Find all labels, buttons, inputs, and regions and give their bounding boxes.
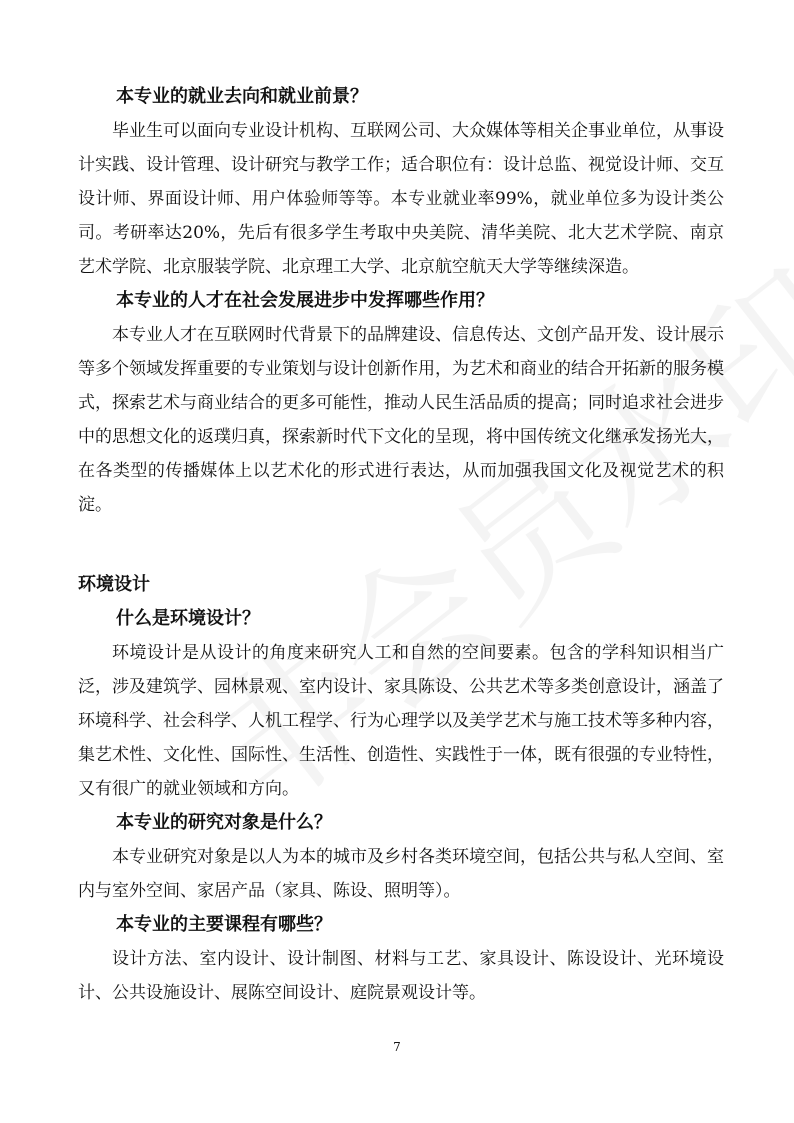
paragraph-what-is: 环境设计是从设计的角度来研究人工和自然的空间要素。包含的学科知识相当广泛，涉及建筑学、园林景观、室内设计、家具陈设、公共艺术等多类创意设计，涵盖了环境科学、社会科学、人机工程学、行为心理学以及美学艺术与施工技术等多种内容，集艺术性、文化性、国际性、生活性、创造性、实践性于一体，既有很强的专业特性，又有很广的就业领域和方向。: [78, 643, 724, 799]
section-gap: [78, 522, 724, 568]
paragraph-research-object: 本专业研究对象是以人为本的城市及乡村各类环境空间，包括公共与私人空间、室内与室外空间、家居产品（家具、陈设、照明等）。: [78, 847, 724, 901]
paragraph-courses: 设计方法、室内设计、设计制图、材料与工艺、家具设计、陈设设计、光环境设计、公共设施设计、展陈空间设计、庭院景观设计等。: [78, 949, 724, 1003]
heading-courses: 本专业的主要课程有哪些？: [116, 914, 332, 935]
heading-what-is: 什么是环境设计？: [116, 608, 260, 629]
document-body: [78, 80, 724, 1010]
section-title-environment-design: 环境设计: [78, 574, 150, 595]
heading-social-role: 本专业的人才在社会发展进步中发挥哪些作用？: [116, 290, 494, 311]
paragraph-social-role: 本专业人才在互联网时代背景下的品牌建设、信息传达、文创产品开发、设计展示等多个领域发挥重要的专业策划与设计创新作用，为艺术和商业的结合开拓新的服务模式，探索艺术与商业结合的更多可能性，推动人民生活品质的提高；同时追求社会进步中的思想文化的返璞归真，探索新时代下文化的呈现，将中国传统文化继承发扬光大，在各类型的传播媒体上以艺术化的形式进行表达，从而加强我国文化及视觉艺术的积淀。: [78, 325, 724, 515]
heading-employment: 本专业的就业去向和就业前景？: [116, 86, 368, 107]
paragraph-employment: 毕业生可以面向专业设计机构、互联网公司、大众媒体等相关企事业单位，从事设计实践、设计管理、设计研究与教学工作；适合职位有：设计总监、视觉设计师、交互设计师、界面设计师、用户体验师等等。本专业就业率99%，就业单位多为设计类公司。考研率达20%，先后有很多学生考取中央美院、清华美院、北大艺术学院、南京艺术学院、北京服装学院、北京理工大学、北京航空航天大学等继续深造。: [78, 121, 724, 277]
page-number: 7: [393, 1040, 401, 1054]
heading-research-object: 本专业的研究对象是什么？: [116, 812, 332, 833]
